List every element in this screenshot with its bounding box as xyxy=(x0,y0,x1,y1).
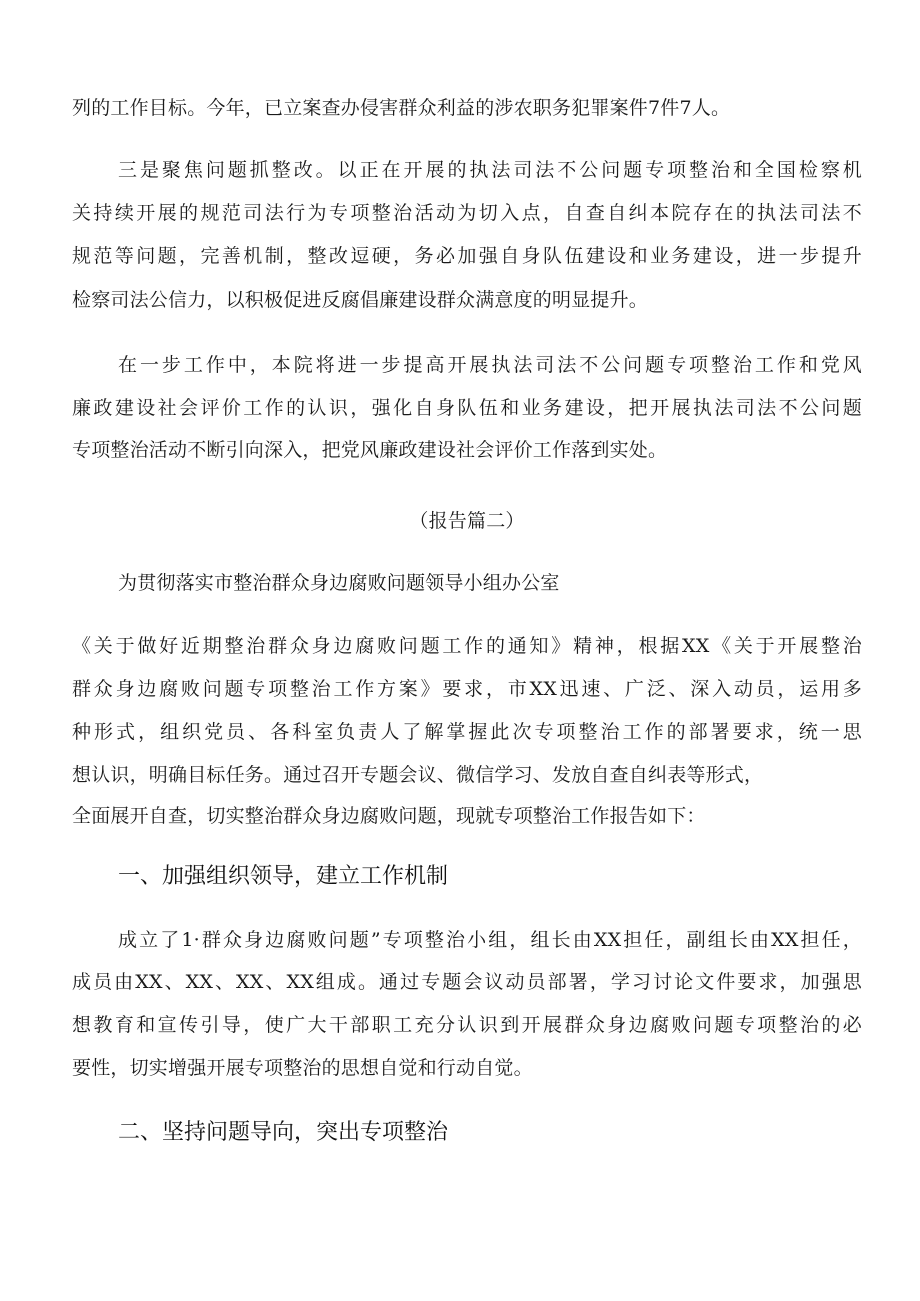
paragraph-line: 群众身边腐败问题专项整治工作方案》要求，市XX迅速、广泛、深入动员，运用多 xyxy=(72,678,862,700)
paragraph-line: 想认识，明确目标任务。通过召开专题会议、微信学习、发放自查自纠表等形式， xyxy=(72,764,764,786)
paragraph-line: 为贯彻落实市整治群众身边腐败问题领导小组办公室 xyxy=(118,572,560,594)
paragraph-line: 想教育和宣传引导，使广大干部职工充分认识到开展群众身边腐败问题专项整治的必 xyxy=(72,1014,862,1036)
paragraph-line: 成立了1·群众身边腐败问题”专项整治小组，组长由XX担任，副组长由XX担任， xyxy=(118,929,862,951)
paragraph-line: 三是聚焦问题抓整改。以正在开展的执法司法不公问题专项整治和全国检察机 xyxy=(118,159,862,181)
section-heading: 二、坚持问题导向，突出专项整治 xyxy=(118,1120,449,1145)
section-heading: 一、加强组织领导，建立工作机制 xyxy=(118,864,449,889)
paragraph-line: 关持续开展的规范司法行为专项整治活动为切入点，自查自纠本院存在的执法司法不 xyxy=(72,202,862,224)
paragraph-line: 检察司法公信力，以积极促进反腐倡廉建设群众满意度的明显提升。 xyxy=(72,289,649,311)
paragraph-line: 规范等问题，完善机制，整改逗硬，务必加强自身队伍建设和业务建设，进一步提升 xyxy=(72,245,862,267)
paragraph-line: 《关于做好近期整治群众身边腐败问题工作的通知》精神，根据XX《关于开展整治 xyxy=(72,635,862,657)
paragraph-line: 列的工作目标。今年，已立案查办侵害群众利益的涉农职务犯罪案件7件7人。 xyxy=(72,97,731,119)
paragraph-line: 成员由XX、XX、XX、XX组成。通过专题会议动员部署，学习讨论文件要求，加强思 xyxy=(72,971,862,993)
paragraph-line: 在一步工作中，本院将进一步提高开展执法司法不公问题专项整治工作和党风 xyxy=(118,354,862,376)
paragraph-line: 种形式，组织党员、各科室负责人了解掌握此次专项整治工作的部署要求，统一思 xyxy=(72,721,862,743)
report-title: （报告篇二） xyxy=(409,510,525,532)
paragraph-line: 要性，切实增强开展专项整治的思想自觉和行动自觉。 xyxy=(72,1057,533,1079)
paragraph-line: 专项整治活动不断引向深入，把党风廉政建设社会评价工作落到实处。 xyxy=(72,439,668,461)
paragraph-line: 廉政建设社会评价工作的认识，强化自身队伍和业务建设，把开展执法司法不公问题 xyxy=(72,397,862,419)
paragraph-line: 全面展开自查，切实整治群众身边腐败问题，现就专项整治工作报告如下： xyxy=(72,805,706,827)
